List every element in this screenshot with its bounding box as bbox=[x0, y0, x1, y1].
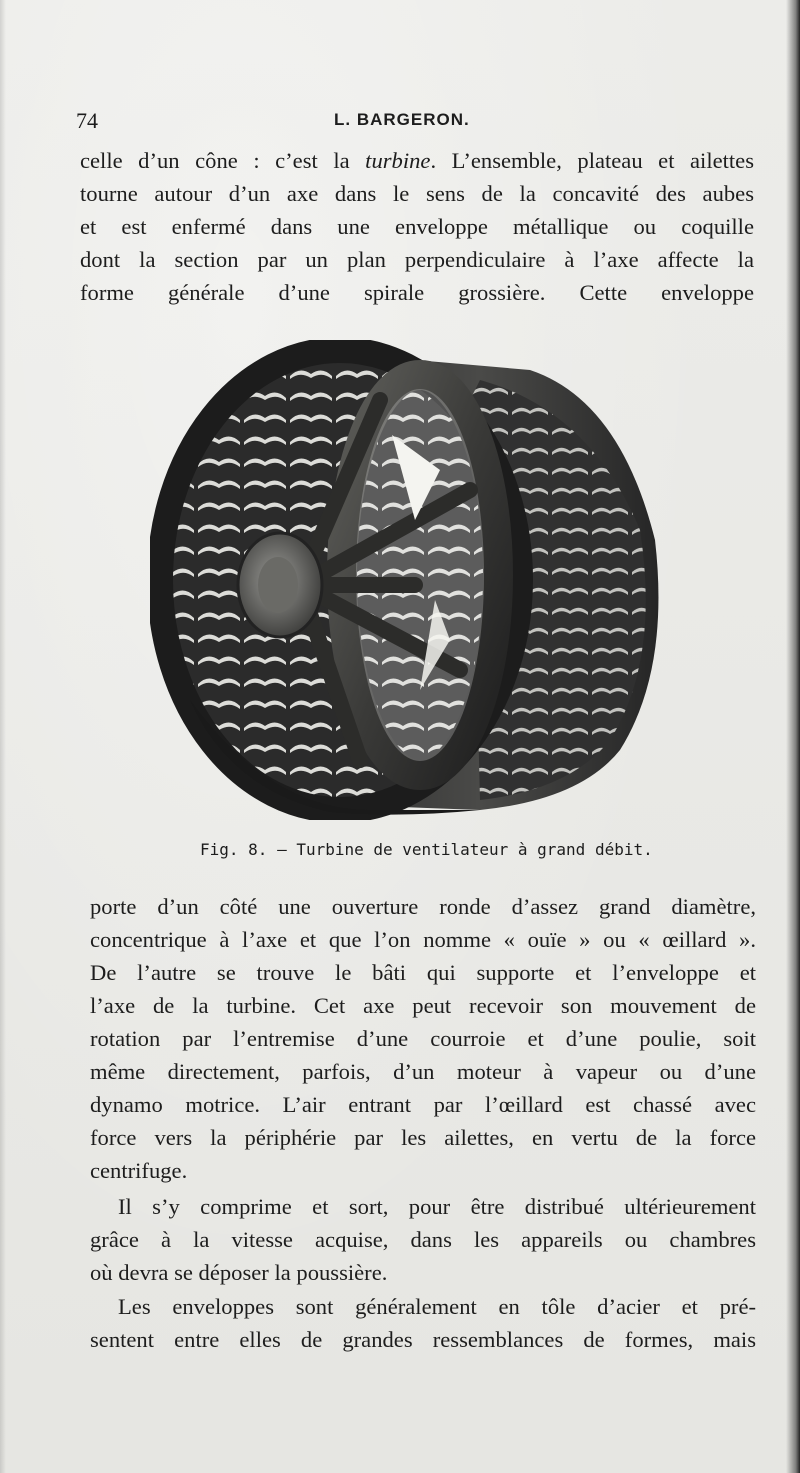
text-line: force vers la périphérie par les ailettes, en vertu de la force bbox=[90, 1125, 756, 1150]
text-line: dont la section par un plan perpendiculaire à l’axe affecte la bbox=[80, 247, 754, 272]
text-line: centrifuge. bbox=[90, 1158, 188, 1183]
text-line: rotation par l’entremise d’une courroie et d’une poulie, soit bbox=[90, 1026, 756, 1051]
paragraph-top bbox=[80, 144, 754, 309]
text-line: Il s’y comprime et sort, pour être distribué ultérieurement bbox=[118, 1194, 756, 1219]
text-line: où devra se déposer la poussière. bbox=[90, 1260, 388, 1285]
page-number: 74 bbox=[76, 108, 98, 133]
paragraph-middle bbox=[90, 890, 756, 1187]
text-line: dynamo motrice. L’air entrant par l’œillard est chassé avec bbox=[90, 1092, 756, 1117]
text-line: Les enveloppes sont généralement en tôle d’acier et pré- bbox=[118, 1294, 756, 1319]
page-header bbox=[76, 108, 756, 138]
text-line: forme générale d’une spirale grossière. Cette enveloppe bbox=[80, 280, 754, 305]
text-line: celle d’un cône : c’est la turbine. L’ensemble, plateau et ailettes bbox=[80, 148, 754, 173]
paragraph-envelopes bbox=[90, 1290, 756, 1356]
text-line: et est enfermé dans une enveloppe métallique ou coquille bbox=[80, 214, 754, 239]
turbine-illustration bbox=[150, 340, 670, 820]
text-line: porte d’un côté une ouverture ronde d’assez grand diamètre, bbox=[90, 894, 756, 919]
text-line: grâce à la vitesse acquise, dans les appareils ou chambres bbox=[90, 1227, 756, 1252]
italic-term: turbine bbox=[365, 148, 431, 173]
turbine-drawing bbox=[150, 340, 670, 820]
paragraph-compression bbox=[90, 1190, 756, 1289]
text-line: tourne autour d’un axe dans le sens de la concavité des aubes bbox=[80, 181, 754, 206]
page-left-shadow bbox=[0, 0, 6, 1473]
text-line: concentrique à l’axe et que l’on nomme « ouïe » ou « œillard ». bbox=[90, 927, 756, 952]
running-head: L. BARGERON. bbox=[334, 110, 470, 129]
text-line: De l’autre se trouve le bâti qui supporte et l’enveloppe et bbox=[90, 960, 756, 985]
text-line: sentent entre elles de grandes ressemblances de formes, mais bbox=[90, 1327, 756, 1352]
text-line: l’axe de la turbine. Cet axe peut recevoir son mouvement de bbox=[90, 993, 756, 1018]
text-line: même directement, parfois, d’un moteur à vapeur ou d’une bbox=[90, 1059, 756, 1084]
page-binding-edge bbox=[786, 0, 800, 1473]
figure-caption: Fig. 8. — Turbine de ventilateur à grand débit. bbox=[200, 840, 653, 859]
